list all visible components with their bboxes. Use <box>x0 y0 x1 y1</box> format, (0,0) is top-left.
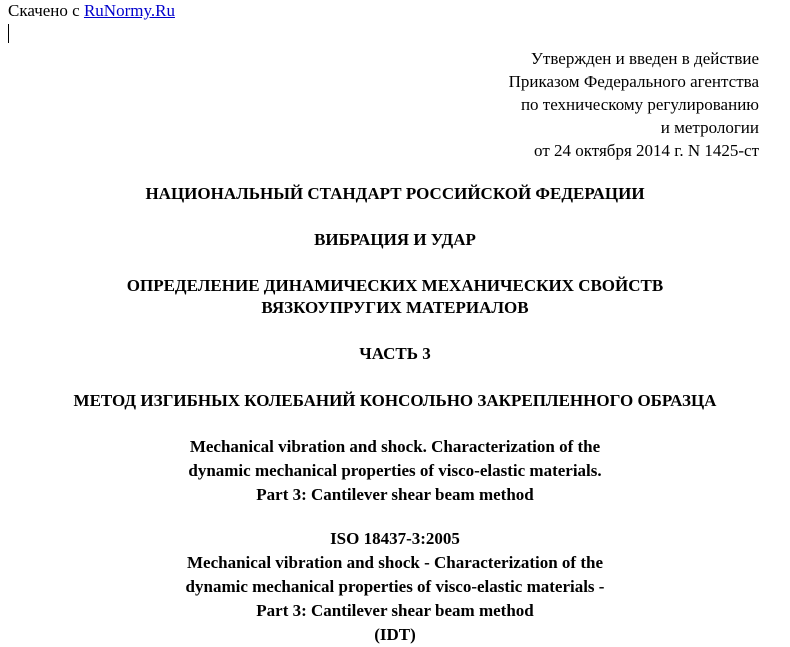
part-label: ЧАСТЬ 3 <box>359 344 431 363</box>
subject-heading <box>0 229 790 251</box>
document-title-line: ВЯЗКОУПРУГИХ МАТЕРИАЛОВ <box>261 298 529 317</box>
runormy-link[interactable]: RuNormy.Ru <box>83 1 175 20</box>
subject-title: ВИБРАЦИЯ И УДАР <box>314 230 476 249</box>
method-heading <box>0 390 790 412</box>
document-title <box>0 275 790 319</box>
iso-number: ISO 18437-3:2005 <box>330 529 460 548</box>
approval-line: Приказом Федерального агентства <box>508 72 759 91</box>
part-heading <box>0 343 790 365</box>
method-title: МЕТОД ИЗГИБНЫХ КОЛЕБАНИЙ КОНСОЛЬНО ЗАКРЕПЛЕННОГО ОБРАЗЦА <box>73 391 717 410</box>
national-standard-heading <box>0 183 790 205</box>
approval-line: по техническому регулированию <box>520 95 759 114</box>
document-title-line: ОПРЕДЕЛЕНИЕ ДИНАМИЧЕСКИХ МЕХАНИЧЕСКИХ СВОЙСТВ <box>126 276 664 295</box>
iso-title-line: Mechanical vibration and shock - Characterization of the <box>187 553 603 572</box>
approval-line: и метрологии <box>660 118 759 137</box>
approval-line: Утвержден и введен в действие <box>530 49 759 68</box>
english-title-line: Part 3: Cantilever shear beam method <box>256 485 534 504</box>
english-title-line: Mechanical vibration and shock. Characterization of the <box>189 437 601 456</box>
english-title-line: dynamic mechanical properties of visco-elastic materials. <box>188 461 602 480</box>
download-source-prefix: Скачено с <box>8 1 84 20</box>
national-standard-title: НАЦИОНАЛЬНЫЙ СТАНДАРТ РОССИЙСКОЙ ФЕДЕРАЦИИ <box>145 184 645 203</box>
equivalence-label: (IDT) <box>374 625 416 644</box>
iso-title-line: dynamic mechanical properties of visco-elastic materials - <box>185 577 605 596</box>
approval-block <box>509 47 759 162</box>
iso-reference <box>0 527 790 647</box>
english-title <box>0 435 790 507</box>
text-cursor <box>8 24 9 43</box>
iso-title-line: Part 3: Cantilever shear beam method <box>256 601 534 620</box>
download-source <box>8 1 175 21</box>
approval-line: от 24 октября 2014 г. N 1425-ст <box>534 141 759 160</box>
